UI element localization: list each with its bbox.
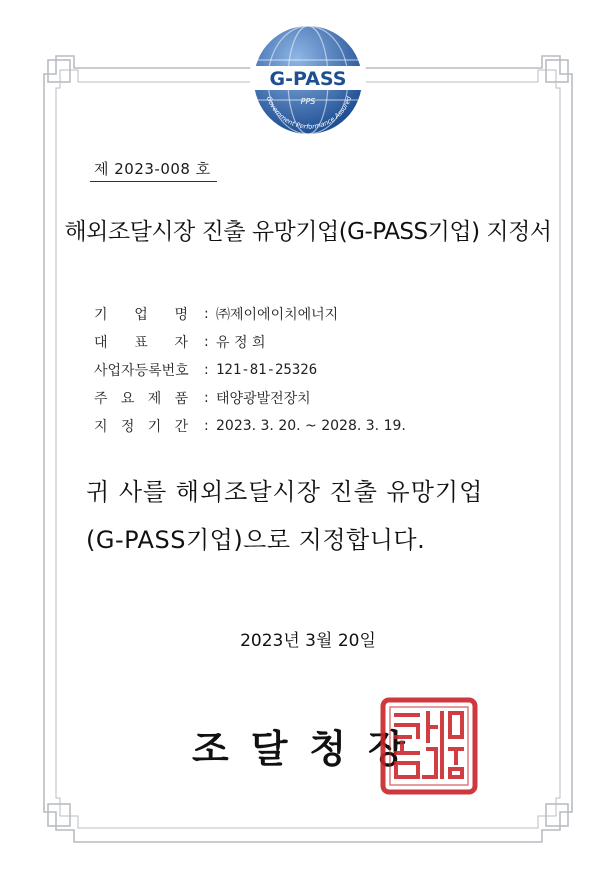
info-value: 태양광발전장치 xyxy=(216,391,311,407)
info-value: 121-81-25326 xyxy=(216,362,318,378)
designation-statement xyxy=(86,468,556,564)
company-info xyxy=(94,300,406,440)
info-label: 주 요 제 품 xyxy=(94,391,189,407)
logo-brand: G-PASS xyxy=(269,68,347,90)
info-label: 기 업 명 xyxy=(94,307,188,323)
info-value: 유 정 희 xyxy=(216,335,266,351)
statement-line-2: (G-PASS기업)으로 지정합니다. xyxy=(86,526,426,554)
info-separator: : xyxy=(204,362,209,378)
issuer-name: 조달청장 xyxy=(192,726,427,771)
certificate-title: 해외조달시장 진출 유망기업(G-PASS기업) 지정서 xyxy=(64,219,552,245)
logo-tagline: Government Performance Assured xyxy=(264,95,354,131)
info-row-company xyxy=(94,300,406,328)
logo-sub: PPS xyxy=(300,97,316,106)
info-label: 대 표 자 xyxy=(94,335,188,351)
info-value: 2023. 3. 20. ~ 2028. 3. 19. xyxy=(216,418,406,434)
official-seal xyxy=(380,697,478,795)
statement-line-1: 귀 사를 해외조달시장 진출 유망기업 xyxy=(86,478,484,506)
info-row-product xyxy=(94,384,406,412)
g-pass-logo xyxy=(246,22,370,146)
info-label: 지 정 기 간 xyxy=(94,419,189,435)
info-separator: : xyxy=(204,418,209,434)
certificate-number: 제 2023-008 호 xyxy=(90,158,217,182)
info-row-business-number xyxy=(94,356,406,384)
info-separator: : xyxy=(204,334,209,350)
info-row-period xyxy=(94,412,406,440)
info-label: 사업자등록번호 xyxy=(94,363,189,379)
issue-date: 2023년 3월 20일 xyxy=(240,631,376,651)
info-separator: : xyxy=(204,306,209,322)
info-separator: : xyxy=(204,390,209,406)
info-row-ceo xyxy=(94,328,406,356)
info-value: ㈜제이에이치에너지 xyxy=(216,307,339,323)
